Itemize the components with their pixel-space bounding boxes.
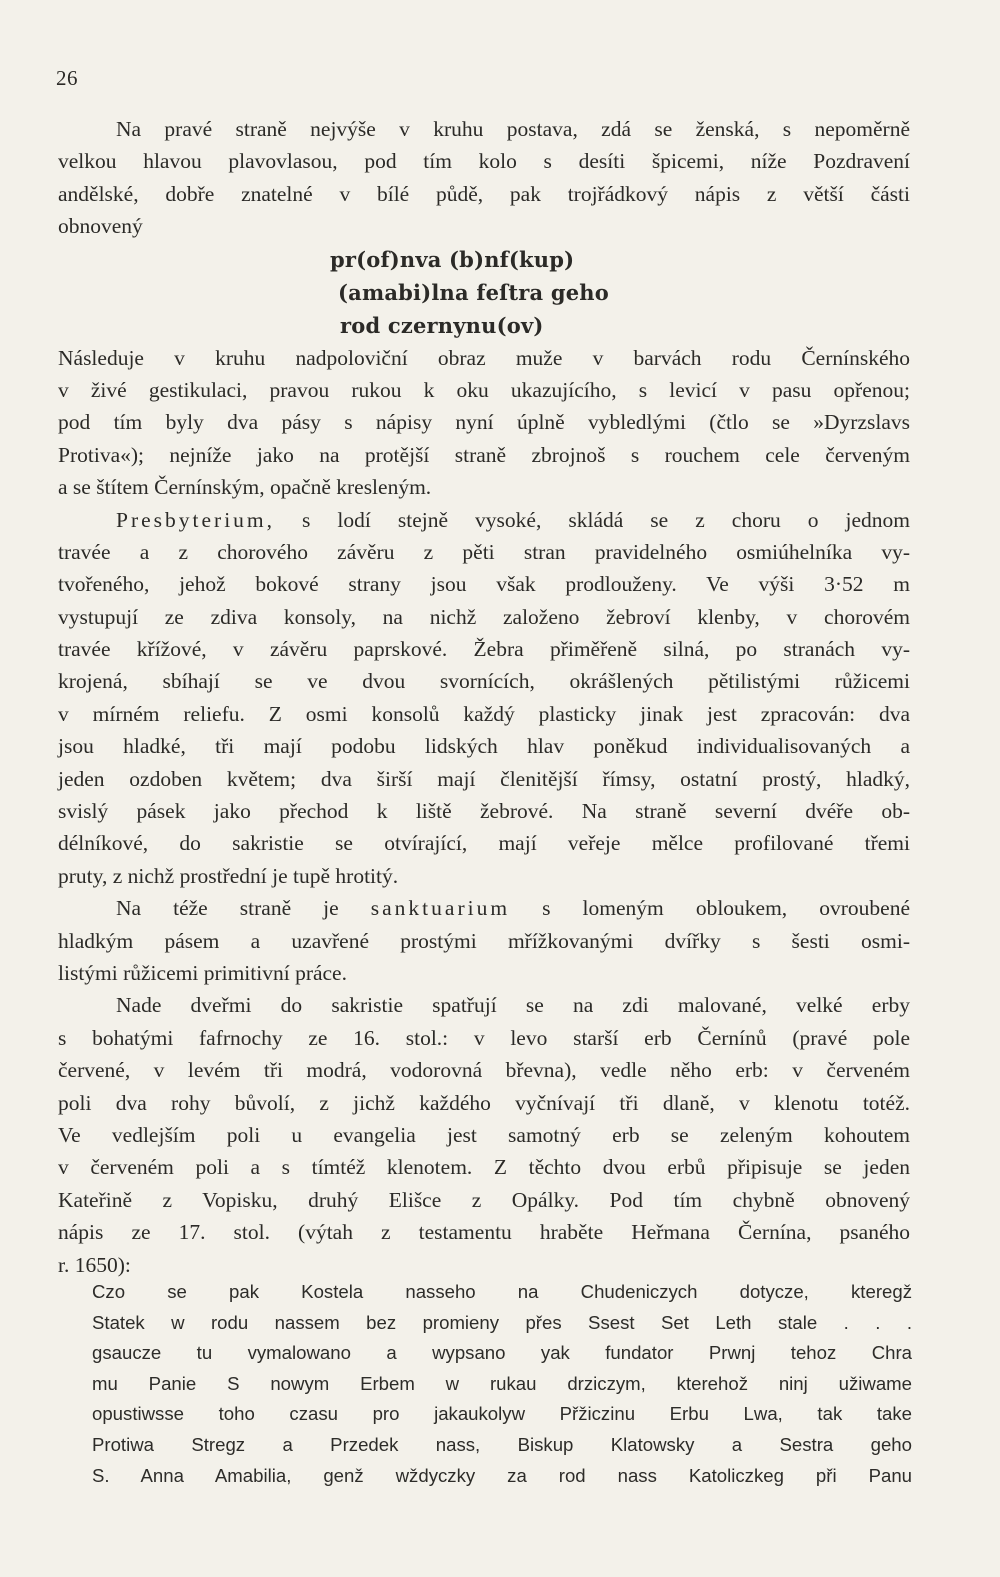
text-line: v červeném poli a s tímtéž klenotem. Z těchto dvou erbů připisuje se jeden (58, 1155, 910, 1180)
inscription-line: (amabi)lna feſtra geho (338, 279, 609, 305)
text-line: Nade dveřmi do sakristie spatřují se na zdi malované, velké erby (116, 993, 910, 1018)
text-line (58, 504, 910, 536)
page-number: 26 (56, 66, 78, 90)
quoted-inscription (92, 1277, 912, 1491)
text-line: Následuje v kruhu nadpoloviční obraz muže v barvách rodu Černínského (58, 345, 910, 370)
text-line: Protiva«); nejníže jako na protější straně zbrojnoš s rouchem cele červeným (58, 442, 910, 467)
section-term: Presbyterium, (116, 507, 276, 532)
section-term: sanktuarium (370, 896, 511, 921)
text-line: pod tím byly dva pásy s nápisy nyní úplně vybledlými (čtlo se »Dyrzslavs (58, 410, 910, 435)
text-line: jeden ozdoben květem; dva širší mají členitější římsy, ostatní prostý, hladký, (58, 766, 910, 791)
quote-line: Statek w rodu nassem bez promieny přes Ssest Set Leth stale . . . (92, 1311, 912, 1333)
text-span: Na téže straně je (116, 896, 339, 921)
text-line: travée křížové, v závěru paprskové. Žebra přiměřeně silná, po stranách vy- (58, 637, 910, 662)
text-line: travée a z chorového závěru z pěti stran pravidelného osmiúhelníka vy- (58, 539, 910, 564)
text-line: obnovený (58, 214, 143, 239)
quote-line: gsaucze tu vymalowano a wypsano yak fundator Prwnj tehoz Chra (92, 1342, 912, 1364)
text-line: velkou hlavou plavovlasou, pod tím kolo s desíti špicemi, níže Pozdravení (58, 149, 910, 174)
text-line: r. 1650): (58, 1252, 131, 1277)
text-line: v mírném reliefu. Z osmi konsolů každý plasticky jinak jest zpracován: dva (58, 701, 910, 726)
text-line: červené, v levém tři modrá, vodorovná břevna), vedle něho erb: v červeném (58, 1058, 910, 1083)
quote-line: opustiwsse toho czasu pro jakaukolyw Přžiczinu Erbu Lwa, tak take (92, 1403, 912, 1425)
text-line: svislý pásek jako přechod k liště žebrové. Na straně severní dvéře ob- (58, 799, 910, 824)
text-span: s lomeným obloukem, ovroubené (542, 896, 910, 921)
text-line: krojená, sbíhají se ve dvou svornících, okrášlených pětilistými růžicemi (58, 669, 910, 694)
text-line: Na pravé straně nejvýše v kruhu postava, zdá se ženská, s nepoměrně (116, 117, 910, 141)
text-line: jsou hladké, tři mají podobu lidských hlav poněkud individualisovaných a (58, 734, 910, 759)
text-line: délníkové, do sakristie se otvírající, mají veřeje mělce profilované třemi (58, 831, 910, 856)
text-line: a se štítem Černínským, opačně kresleným. (58, 475, 432, 500)
text-line: vystupují ze zdiva konsoly, na nichž založeno žebroví klenby, v chorovém (58, 604, 910, 629)
quote-line: S. Anna Amabilia, genž wždyczky za rod nass Katoliczkeg při Panu (92, 1464, 912, 1486)
quote-line: Czo se pak Kostela nasseho na Chudeniczych dotycze, kteregž (92, 1281, 912, 1302)
text-line: v živé gestikulaci, pravou rukou k oku ukazujícího, s levicí v pasu opřenou; (58, 377, 910, 402)
text-line (58, 892, 910, 924)
text-line: Ve vedlejším poli u evangelia jest samotný erb se zeleným kohoutem (58, 1122, 910, 1147)
text-line: poli dva rohy bůvolí, z jichž každého vyčnívají tři dlaně, v klenotu totéž. (58, 1090, 910, 1115)
text-line: andělské, dobře znatelné v bílé půdě, pak trojřádkový nápis z větší části (58, 181, 910, 206)
text-line: nápis ze 17. stol. (výtah z testamentu hraběte Heřmana Černína, psaného (58, 1220, 910, 1245)
body-text (58, 113, 910, 1281)
text-line: Kateřině z Vopisku, druhý Elišce z Opálky. Pod tím chybně obnovený (58, 1187, 910, 1212)
text-line: tvořeného, jehož bokové strany jsou však prodlouženy. Ve výši 3·52 m (58, 572, 910, 597)
text-line: pruty, z nichž prostřední je tupě hrotitý. (58, 863, 399, 888)
text-span: s lodí stejně vysoké, skládá se z choru o jednom (302, 507, 910, 532)
quote-line: Protiwa Stregz a Przedek nass, Biskup Klatowsky a Sestra geho (92, 1433, 912, 1455)
text-line: s bohatými fafrnochy ze 16. stol.: v levo starší erb Černínů (pravé pole (58, 1025, 910, 1050)
quote-line: mu Panie S nowym Erbem w rukau drziczym, kterehož ninj užiwame (92, 1372, 912, 1394)
inscription-line: rod czernynu(ov) (340, 312, 544, 338)
text-line: hladkým pásem a uzavřené prostými mřížkovanými dvířky s šesti osmi- (58, 928, 910, 953)
text-line: listými růžicemi primitivní práce. (58, 960, 347, 985)
inscription-line: pr(of)nva (b)nf(kup) (330, 246, 575, 272)
